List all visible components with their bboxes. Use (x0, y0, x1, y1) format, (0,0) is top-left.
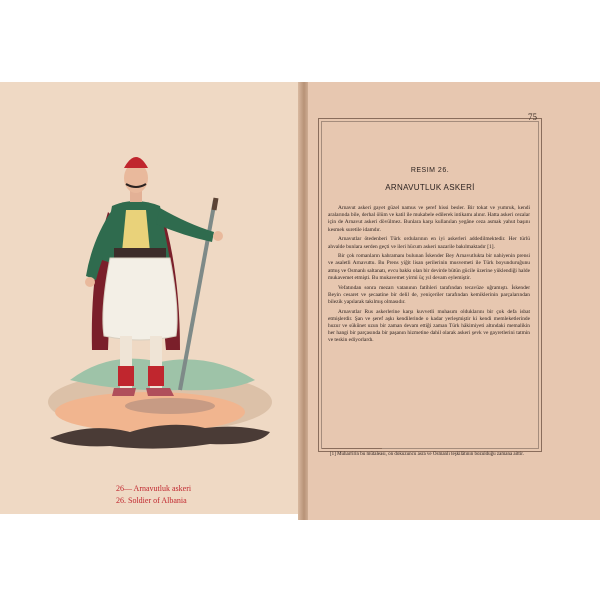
left-shoe (112, 388, 136, 396)
left-hand (85, 277, 95, 287)
plate-title: RESIM 26. (410, 167, 450, 174)
chapter-title: ARNAVUTLUK ASKERİ (385, 183, 475, 192)
soldier-illustration (30, 140, 280, 460)
rocky-ground (50, 425, 270, 449)
paragraph: Arnavutlar Rus askerlerine karşı kuvvetli muhasım olduklarını bir çok defa isbat etmişlerdir. Şan ve şeref aşkı kendilerinde o kadar yerleşmiştir ki kendi memleketlerinde huzur ve sükûnet uzun bir zaman devam ettiği zaman Türk hâkimiyeti altındaki memalikin her hangi bir parçasında bir paşanın hizmetine dahil olarak askeri şevk ve gayretlerini tatmin ve teskin ediyorlardı. (328, 308, 530, 344)
musket-stock (214, 198, 216, 210)
paragraph: Bir çok romanların kahramanı bulunan İskender Bey Arnavutlukta bir nahiyenin prensi ve asaletli Arnavuttu. Bu Prens yiğit lisan şerilerinin musvemeti ile Türk boyunduruğunu atmış ve Osmanlı saltanatı, evcu bakkı olan bir devirde bütün gücile üzerine yüklendiği halde mukavemet etmişti. Bu mukavemet yirmi üç yıl devam eylemiştir. (328, 253, 530, 281)
body-text (328, 205, 530, 347)
left-gaiter (118, 366, 134, 386)
footnote: [1] Muharririn bu mütaleası, on dokuzuncu asra ve Osmanlı teşkilâtının bozulduğu zamana aittir. (330, 452, 524, 457)
paragraph: Arnavutlar ötedenberi Türk ordularının en iyi askerleri addedilmektedir. Her türlü ahvalde bunlara serden geçti ve ileri hücum askeri nazarile bakılmaktadır [1]. (328, 236, 530, 250)
right-gaiter (148, 366, 164, 386)
figure-shadow (125, 398, 215, 414)
yellow-vest (122, 210, 150, 252)
paragraph: Vefatından sonra mezarı vatanının fatihleri tarafından tecavüze uğramıştı. İskender Beyin cesaret ve şecaatine bir delil de, yeniçeriler tarafından kemiklerinin parçalarından bilezik yapılarak takılmış olmasıdır. (328, 284, 530, 305)
caption-turkish: 26— Arnavutluk askeri (116, 484, 192, 493)
page-number: 75 (528, 112, 537, 122)
right-shoe (146, 388, 174, 396)
footnote-rule (322, 448, 382, 449)
paragraph: Arnavut askeri gayet güzel namus ve şeref hissi besler. Bir tokat ve yumruk, kendi aralarında bile, derhal ölüm ve katil ile mukabele edilerek intikamı alınır. Hatta askeri cezalar için de Arnavut askeri dövülmez. Bunlara karşı kullanılan yegâne ceza asmak yahut başını kesmek suretile idamdır. (328, 205, 530, 233)
right-hand (213, 231, 223, 241)
caption-english: 26. Soldier of Albania (116, 496, 187, 505)
red-fez (124, 157, 148, 168)
fustanella-skirt (103, 258, 177, 340)
